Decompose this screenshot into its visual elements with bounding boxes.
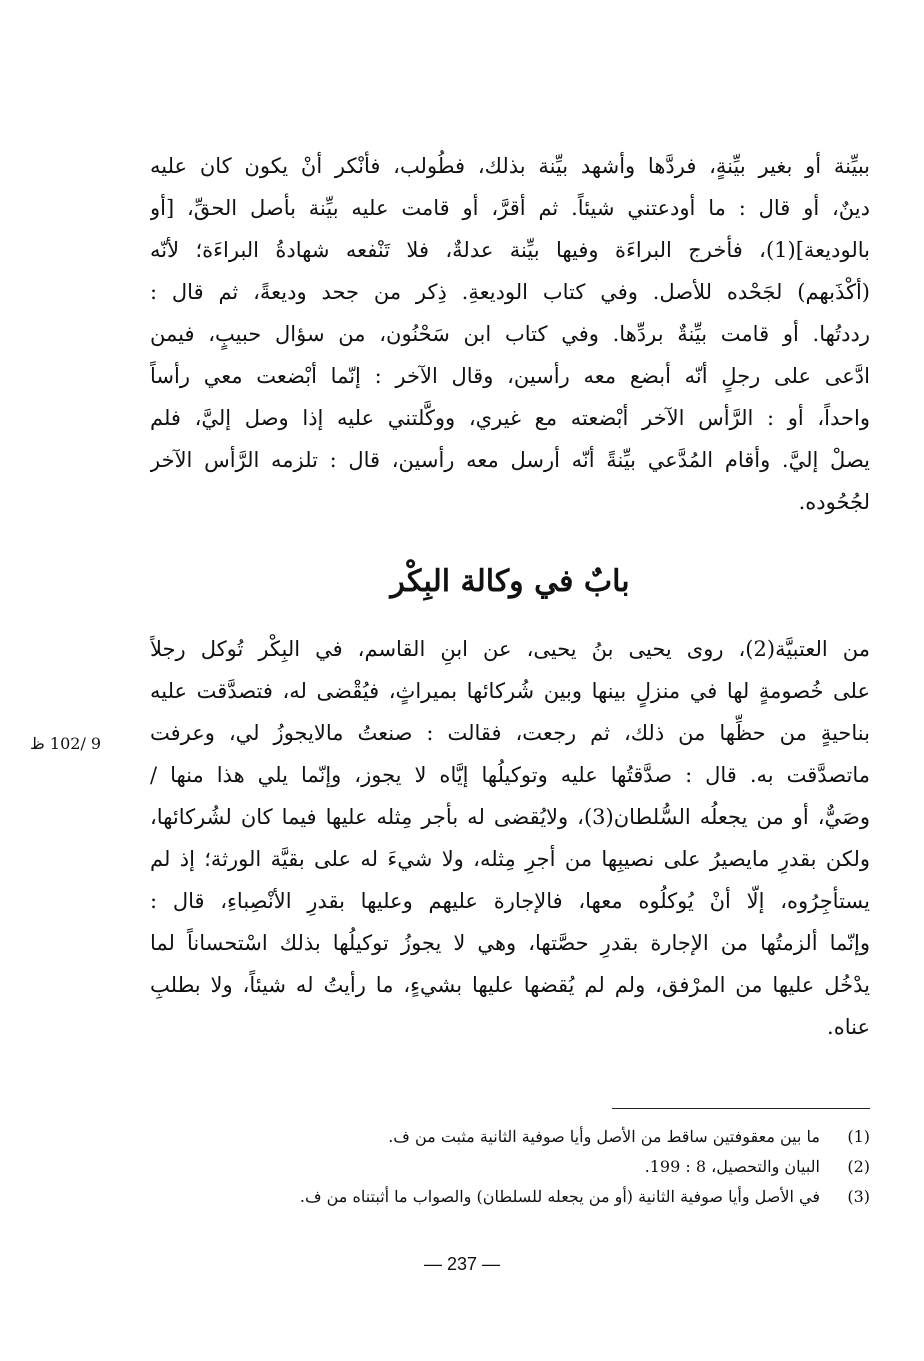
footnote-number: (1) (847, 1127, 870, 1146)
text-line: (أكْذَبهم) لجَحْده للأصل. وفي كتاب الوديعةِ. ذِكر من جحد وديعةً، ثم قال : (150, 280, 870, 304)
footnote-item (150, 1122, 870, 1152)
footnote-item (150, 1152, 870, 1182)
text-line: عناه. (827, 1015, 870, 1039)
footnote-text: البيان والتحصيل، 8 : 199. (644, 1157, 820, 1176)
footnote-divider (612, 1108, 870, 1109)
footnote-item (150, 1182, 870, 1212)
text-line: ولكن بقدرِ مايصيرُ على نصيبِها من أجرِ مِثله، ولا شيءَ له على بقيَّة الورثة؛ إذ لم (150, 847, 870, 871)
text-line: يستأجِرُوه، إلّا أنْ يُوكلُوه معها، فالإجارة عليهم وعليها بقدرِ الأنْصِباءِ، قال : (150, 889, 870, 913)
text-line: ببيِّنة أو بغير بيِّنةٍ، فردَّها وأشهد بيِّنة بذلك، فطُولب، فأنْكر أنْ يكون كان عليه (150, 154, 870, 178)
text-line: من العتبيَّة(2)، روى يحيى بنُ يحيى، عن ابنِ القاسم، في البِكْر تُوكل رجلاً (150, 637, 870, 661)
text-line: بالوديعة](1)، فأخرج البراءَة وفيها بيِّنة عدلةٌ، فلا تَنْفعه شهادةُ البراءَة؛ لأنّه (150, 238, 870, 262)
text-line: ماتصدَّقت به. قال : صدَّقتُها عليه وتوكيلُها إيَّاه لا يجوز، وإنّما يلي هذا منها / (150, 763, 870, 787)
text-line: واحداً، أو : الرَّأس الآخر أبْضعته مع غيري، ووكَّلتني عليه إذا وصل إليَّ، فلم (150, 406, 870, 430)
footnotes (150, 1122, 870, 1212)
text-line: يصلْ إليَّ. وأقام المُدَّعي بيِّنةً أنّه أرسل معه رأسين، قال : تلزمه الرَّأس الآخر (150, 448, 870, 472)
text-line: وصَيٌّ، أو من يجعلُه السُّلطان(3)، ولايُقضى له بأجر مِثله عليها فيما كان لشُركائها، (150, 805, 870, 829)
text-line: يدْخُل عليها من المرْفق، ولم لم يُقضها عليها بشيءٍ، ما رأيتُ له شيئاً، ولا بطلبِ (150, 973, 870, 997)
footnote-text: في الأصل وأيا صوفية الثانية (أو من يجعله للسلطان) والصواب ما أثبتناه من ف. (299, 1187, 820, 1206)
text-line: بناحيةٍ من حظِّها من ذلك، ثم رجعت، فقالت : صنعتُ مالايجوزُ لي، وعرفت (150, 721, 870, 745)
text-line: دينٌ، أو قال : ما أودعتني شيئاً. ثم أقرَّ، أو قامت عليه بيِّنة بأصل الحقِّ، [أو (150, 196, 870, 220)
text-line: ادَّعى على رجلٍ أنّه أبضع معه رأسين، وقال الآخر : إنّما أبْضعت معي رأساً (150, 364, 870, 388)
footnote-number: (3) (847, 1187, 870, 1206)
footnote-number: (2) (847, 1157, 870, 1176)
footnote-text: ما بين معقوفتين ساقط من الأصل وأيا صوفية الثانية مثبت من ف. (388, 1127, 820, 1146)
text-line: لجُحُوده. (798, 490, 870, 514)
page-number: — 237 — (423, 1254, 501, 1274)
paragraph-1 (150, 145, 870, 523)
text-line: على خُصومةٍ لها في منزلٍ بينها وبين شُركائها بميراثٍ، فيُقْضى له، فتصدَّقت عليه (150, 679, 870, 703)
text-line: رددتُها. أو قامت بيِّنةٌ بردِّها. وفي كتاب ابن سَحْنُون، من سؤال حبيبٍ، فيمن (150, 322, 870, 346)
paragraph-2 (150, 628, 870, 1048)
section-heading: بابٌ في وكالة البِكْر (390, 564, 630, 599)
text-line: وإنّما ألزمتُها من الإجارة بقدرِ حصَّتها، وهي لا يجوزُ توكيلُها بذلك اسْتحساناً لما (150, 931, 870, 955)
manuscript-folio-note: 9 /102 ظ (30, 734, 102, 753)
